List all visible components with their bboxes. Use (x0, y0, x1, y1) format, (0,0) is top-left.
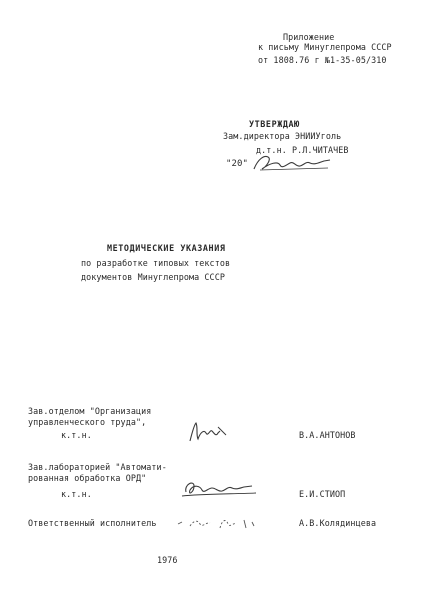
signatory-2-role-line2: рованная обработка ОРД" (28, 473, 147, 483)
approval-heading: УТВЕРЖДАЮ (249, 119, 300, 129)
signatory-1-role-line1: Зав.отделом "Организация (28, 406, 152, 416)
approval-date-prefix: "20" (226, 159, 249, 169)
signatory-3-signature (176, 510, 266, 534)
signatory-2-role-line1: Зав.лабораторией "Автомати- (28, 462, 167, 472)
approval-position: Зам.директора ЭНИИУголь (223, 131, 342, 141)
signatory-1-signature (186, 419, 230, 445)
appendix-label: Приложение (283, 32, 335, 42)
document-subtitle-line2: документов Минуглепрома СССР (81, 272, 225, 282)
signatory-2-signature (180, 476, 258, 502)
appendix-date-number: от 1808.76 г №1-35-05/310 (258, 55, 387, 65)
signatory-3-role: Ответственный исполнитель (28, 518, 157, 528)
appendix-letter-ref: к письму Минуглепрома СССР (258, 42, 392, 52)
signatory-2-name: Е.И.СТИОП (299, 489, 346, 499)
document-year: 1976 (157, 555, 178, 565)
document-subtitle-line1: по разработке типовых текстов (81, 258, 231, 268)
approval-name: д.т.н. Р.Л.ЧИТАЧЕВ (256, 145, 349, 155)
signatory-2-degree: к.т.н. (61, 489, 92, 499)
approval-signature (250, 149, 334, 175)
signatory-1-role-line2: управленческого труда", (28, 417, 147, 427)
document-title: МЕТОДИЧЕСКИЕ УКАЗАНИЯ (107, 243, 226, 253)
signatory-1-degree: к.т.н. (61, 430, 92, 440)
signatory-1-name: В.А.АНТОНОВ (299, 430, 356, 440)
signatory-3-name: А.В.Колядинцева (299, 518, 377, 528)
